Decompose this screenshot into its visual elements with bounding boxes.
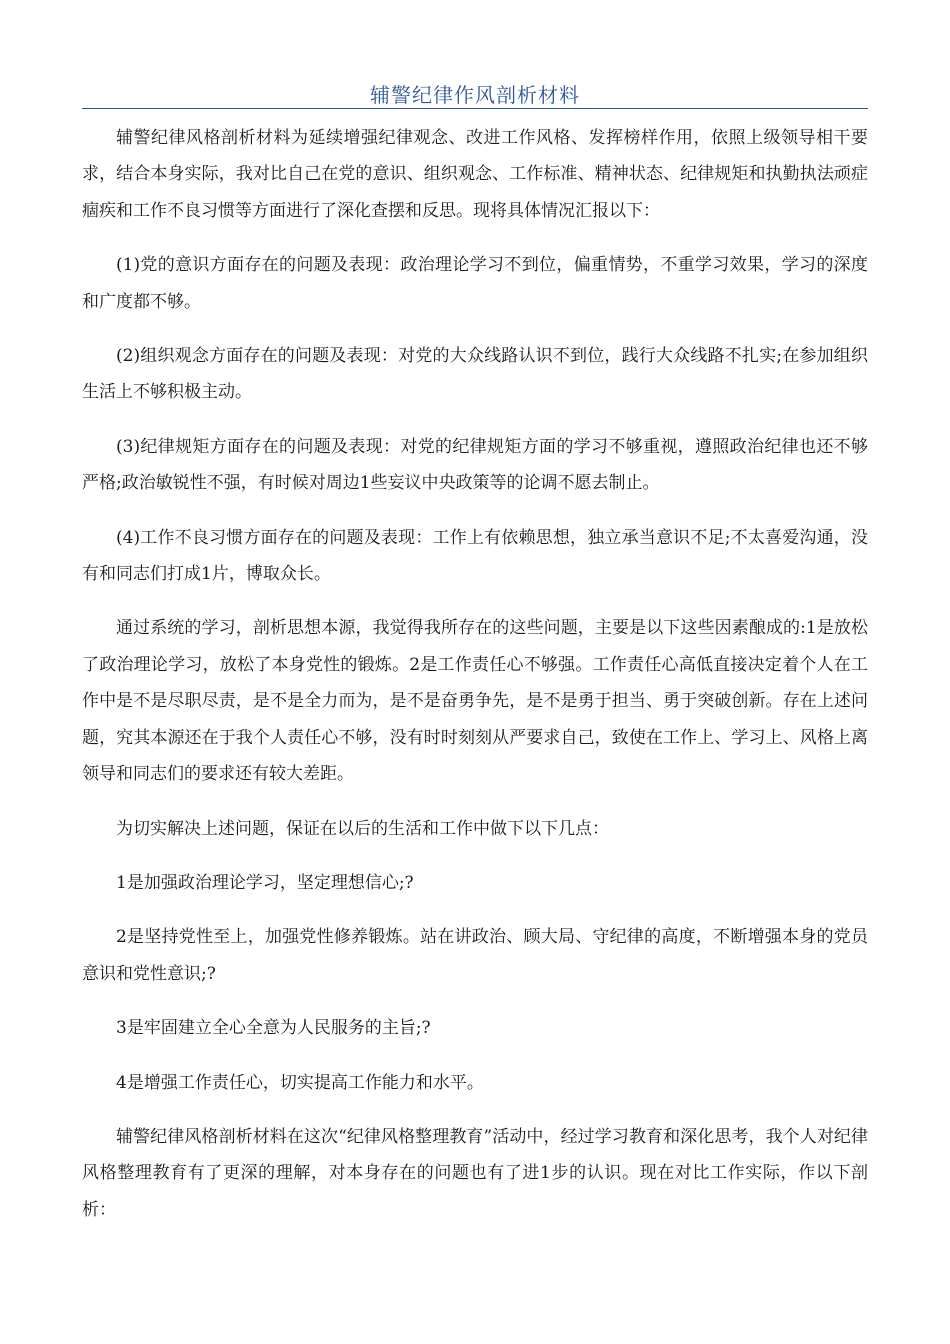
paragraph-issue-discipline: (3)纪律规矩方面存在的问题及表现：对党的纪律规矩方面的学习不够重视，遵照政治纪律也还不够严格;政治敏锐性不强，有时候对周边1些妄议中央政策等的论调不愿去制止。 <box>82 436 868 494</box>
list-item-measure-3: 3是牢固建立全心全意为人民服务的主旨;? <box>116 1018 431 1039</box>
paragraph-issue-organization: (2)组织观念方面存在的问题及表现：对党的大众线路认识不到位，践行大众线路不扎实;在参加组织生活上不够积极主动。 <box>82 346 868 403</box>
document-body <box>82 120 868 1246</box>
paragraph-root-cause-analysis: 通过系统的学习，剖析思想本源，我觉得我所存在的这些问题，主要是以下这些因素酿成的:1是放松了政治理论学习，放松了本身党性的锻炼。2是工作责任心不够强。工作责任心高低直接决定着个人在工作中是不是尽职尽责，是不是全力而为，是不是奋勇争先，是不是勇于担当、勇于突破创新。存在上述问题，究其本源还在于我个人责任心不够，没有时时刻刻从严要求自己，致使在工作上、学习上、风格上离领导和同志们的要求还有较大差距。 <box>82 618 868 785</box>
list-item-measure-2: 2是坚持党性至上，加强党性修养锻炼。站在讲政治、顾大局、守纪律的高度，不断增强本身的党员意识和党性意识;? <box>82 927 868 984</box>
list-item-measure-1: 1是加强政治理论学习，坚定理想信心;? <box>116 872 414 893</box>
paragraph-issue-party-awareness: (1)党的意识方面存在的问题及表现：政治理论学习不到位，偏重情势，不重学习效果，学习的深度和广度都不够。 <box>82 255 868 312</box>
paragraph-intro: 辅警纪律风格剖析材料为延续增强纪律观念、改进工作风格、发挥榜样作用，依照上级领导相干要求，结合本身实际，我对比自己在党的意识、组织观念、工作标准、精神状态、纪律规矩和执勤执法顽症痼疾和工作不良习惯等方面进行了深化查摆和反思。现将具体情况汇报以下： <box>82 128 868 221</box>
title-divider <box>82 108 868 109</box>
paragraph-second-analysis-intro: 辅警纪律风格剖析材料在这次“纪律风格整理教育”活动中，经过学习教育和深化思考，我个人对纪律风格整理教育有了更深的理解，对本身存在的问题也有了进1步的认识。现在对比工作实际，作以下剖析： <box>82 1126 868 1220</box>
list-item-measure-4: 4是增强工作责任心，切实提高工作能力和水平。 <box>116 1072 484 1093</box>
paragraph-measures-intro: 为切实解决上述问题，保证在以后的生活和工作中做下以下几点： <box>116 818 609 839</box>
paragraph-issue-work-habits: (4)工作不良习惯方面存在的问题及表现：工作上有依赖思想，独立承当意识不足;不太喜爱沟通，没有和同志们打成1片，博取众长。 <box>82 527 868 585</box>
document-title: 辅警纪律作风剖析材料 <box>370 83 580 107</box>
